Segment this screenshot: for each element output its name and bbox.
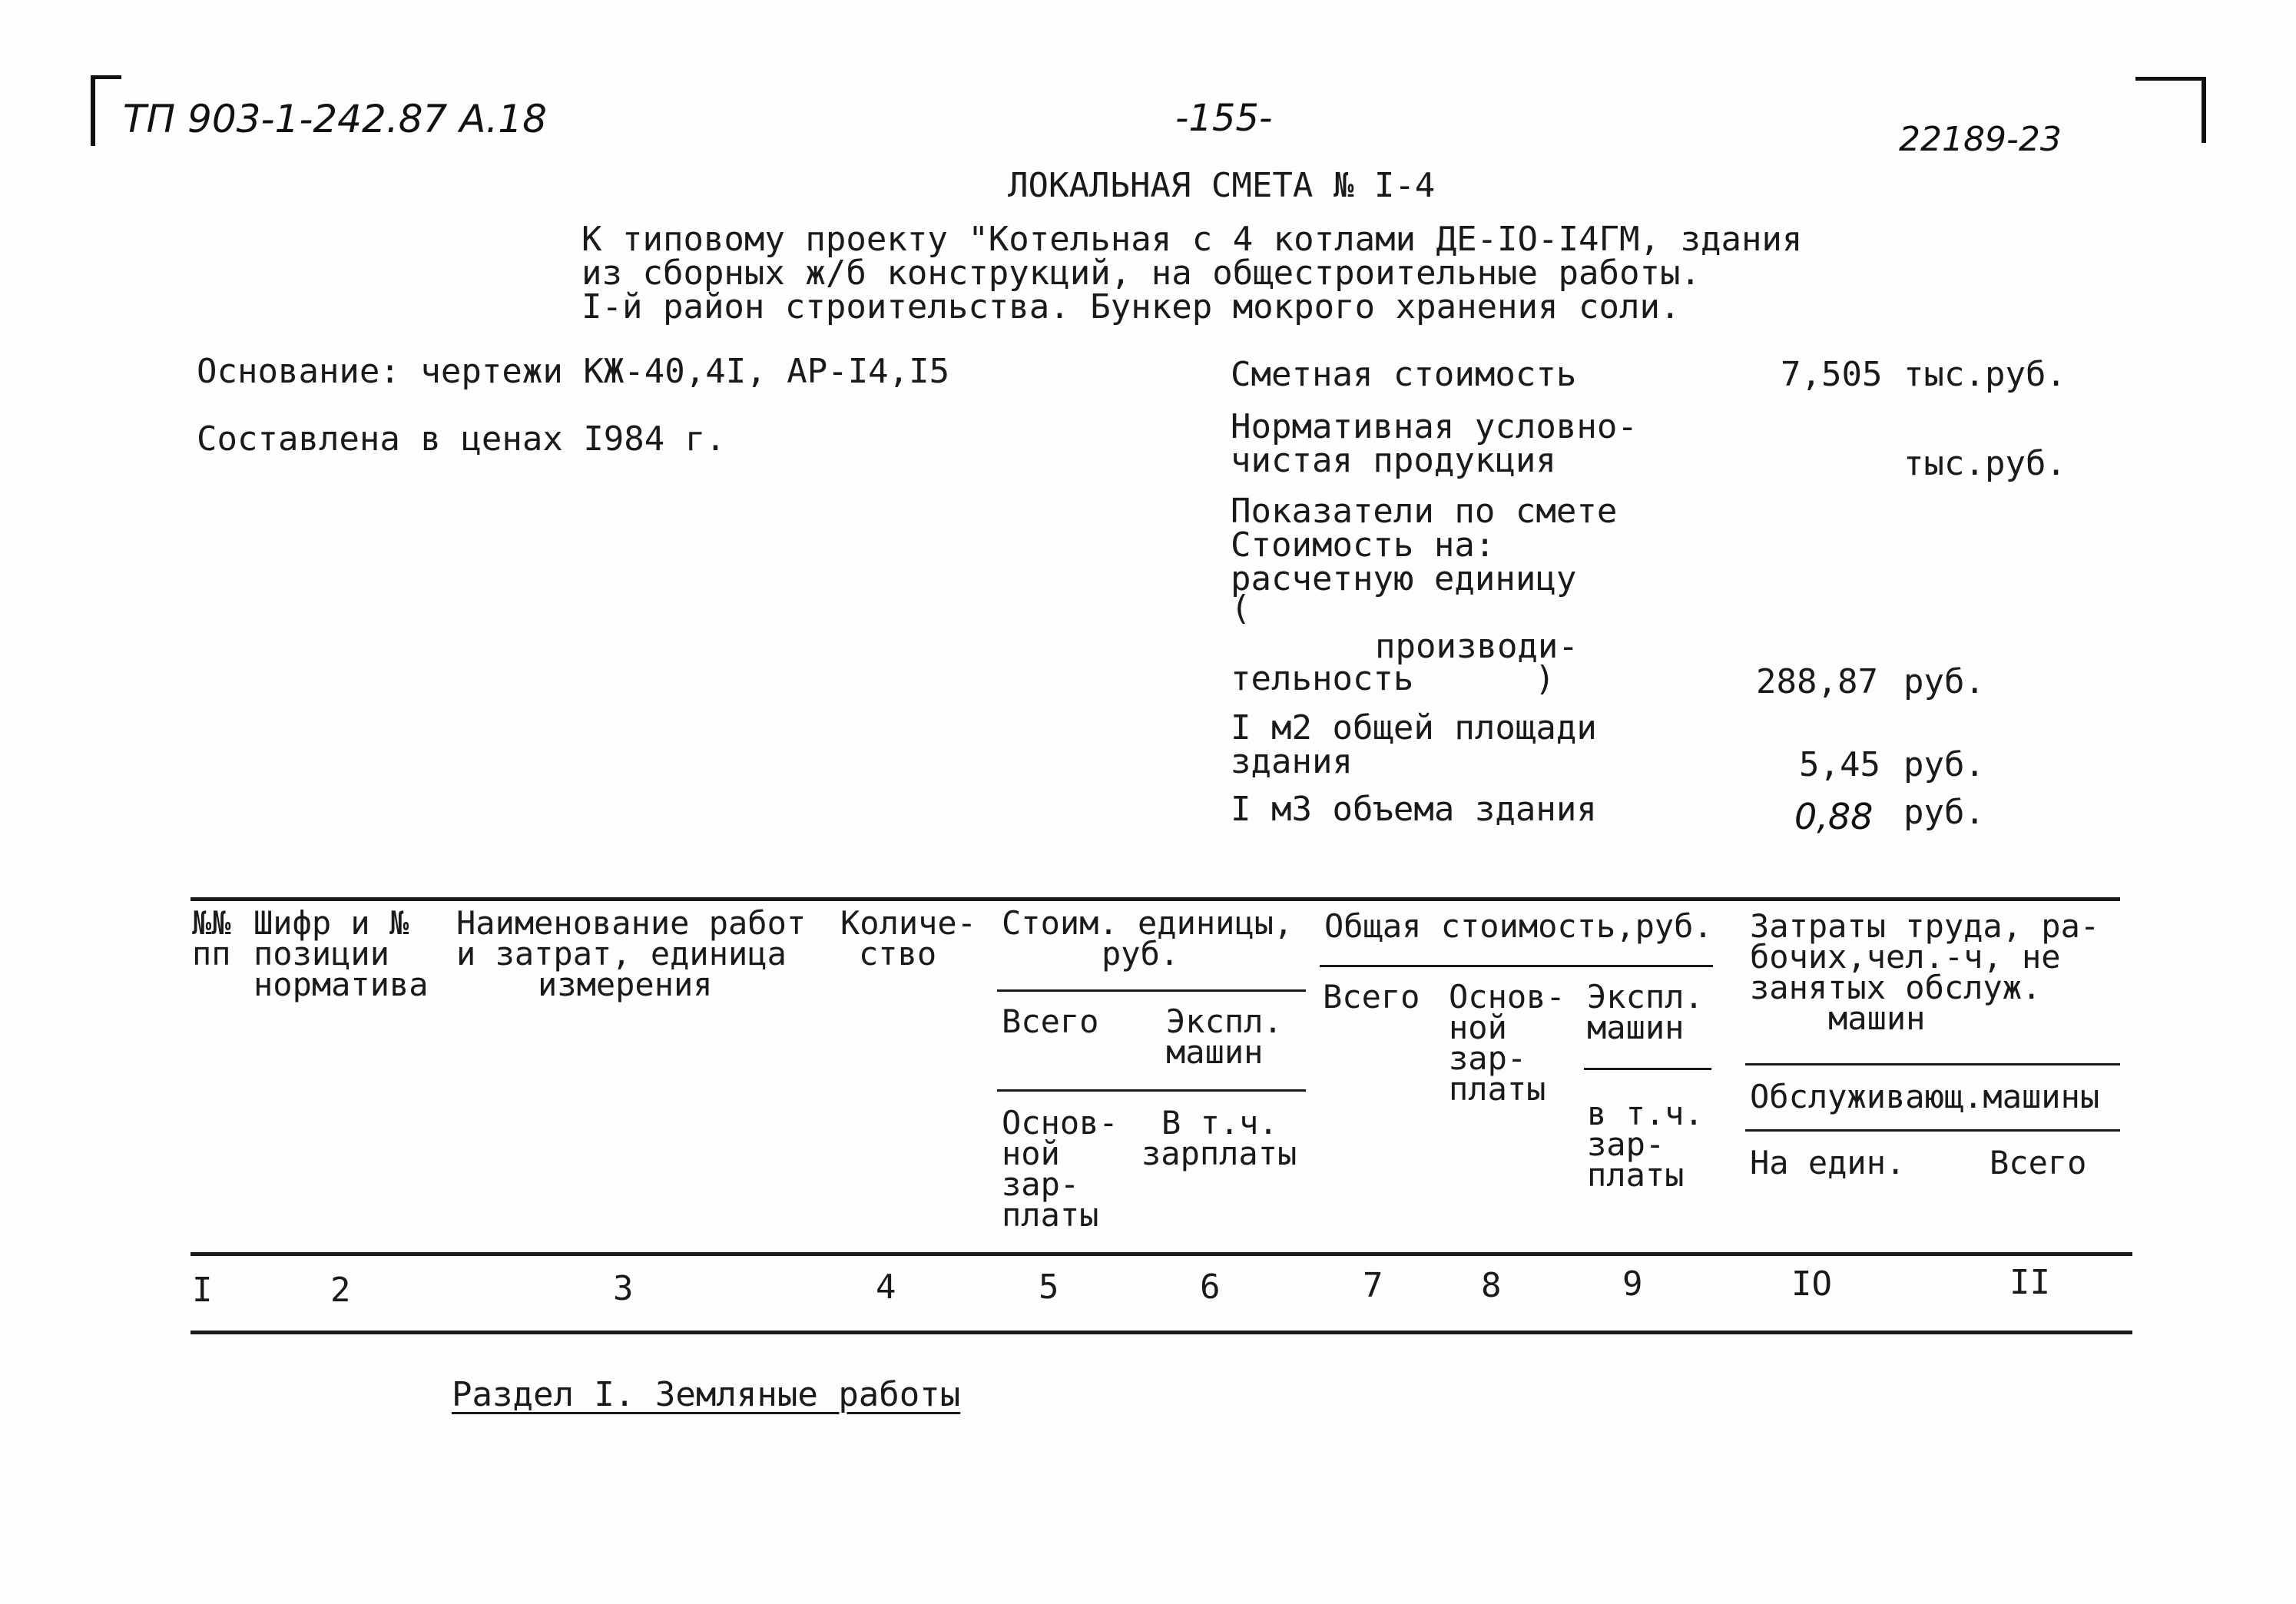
th-code-2: позиции [253, 935, 390, 973]
area-value: 5,45 [1799, 745, 1880, 784]
corner-mark-left-top [91, 75, 121, 79]
productivity-unit: руб. [1903, 662, 1985, 701]
rule-unit-sub [997, 1089, 1306, 1092]
th-total-incl-2: зар- [1587, 1125, 1665, 1163]
estimate-desc-line3: I-й район строительства. Бункер мокрого хранения соли. [581, 287, 1681, 326]
th-code-1: Шифр и № [253, 904, 409, 942]
th-code-3: норматива [253, 966, 429, 1003]
estimate-desc-line1: К типовому проекту "Котельная с 4 котлами ДЕ-IO-I4ГМ, здания [581, 220, 1803, 259]
table-top-rule [191, 897, 2120, 901]
indicators-line3: расчетную единицу [1231, 559, 1577, 598]
productivity-value: 288,87 [1756, 662, 1878, 701]
col-number-8: 8 [1481, 1266, 1502, 1305]
productivity-line1: производи- [1375, 627, 1579, 666]
doc-code: ТП 903-1-242.87 А.18 [123, 97, 547, 141]
section-title: Раздел I. Земляные работы [452, 1375, 961, 1414]
col-number-2: 2 [330, 1271, 351, 1310]
th-name-1: Наименование работ [456, 904, 807, 942]
col-number-11: II [2009, 1263, 2050, 1302]
basis-text: Основание: чертежи КЖ-40,4I, АР-I4,I5 [197, 352, 950, 391]
normative-label-1: Нормативная условно- [1231, 407, 1638, 446]
productivity-paren-close: ) [1535, 659, 1556, 698]
table-header-rule [191, 1252, 2132, 1256]
rule-labor [1745, 1063, 2120, 1065]
th-unit-base-3: зар- [1002, 1165, 1080, 1203]
th-unit-base-1: Основ- [1002, 1104, 1118, 1142]
th-qty-1: Количе- [840, 904, 977, 942]
th-total-all: Всего [1323, 978, 1420, 1016]
th-labor-2: бочих,чел.-ч, не [1750, 938, 2061, 976]
area-unit: руб. [1903, 745, 1985, 784]
indicators-line2: Стоимость на: [1231, 525, 1496, 565]
corner-mark-right [2202, 77, 2206, 143]
th-unit-base-2: ной [1002, 1135, 1060, 1172]
col-number-6: 6 [1200, 1268, 1221, 1307]
th-total-base-1: Основ- [1449, 978, 1565, 1016]
th-unit-base-4: платы [1002, 1196, 1099, 1234]
prices-text: Составлена в ценах I984 г. [197, 419, 726, 459]
th-total-base-2: ной [1449, 1009, 1507, 1046]
th-labor-3: занятых обслуж. [1750, 969, 2042, 1006]
col-number-9: 9 [1622, 1264, 1643, 1304]
normative-label-2: чистая продукция [1231, 441, 1556, 480]
col-number-1: I [192, 1271, 213, 1310]
th-unitcost-2: руб. [1102, 935, 1180, 973]
corner-mark-right-top [2135, 77, 2206, 81]
indicators-line1: Показатели по смете [1231, 492, 1618, 531]
estimated-cost-unit: тыс.руб. [1903, 355, 2066, 394]
th-name-3: измерения [538, 966, 713, 1003]
th-unit-incl-2: зарплаты [1141, 1135, 1297, 1172]
corner-mark-left [91, 75, 95, 146]
archive-number: 22189-23 [1899, 120, 2062, 159]
th-num-2: пп [192, 935, 231, 973]
volume-label: I м3 объема здания [1231, 790, 1597, 829]
volume-value: 0,88 [1794, 796, 1874, 837]
th-unit-mach-2: машин [1166, 1033, 1264, 1071]
normative-unit: тыс.руб. [1903, 444, 2066, 483]
th-serv: Обслуживающ.машины [1750, 1078, 2100, 1115]
col-number-5: 5 [1039, 1268, 1059, 1307]
estimated-cost-value: 7,505 [1781, 355, 1883, 394]
estimated-cost-label: Сметная стоимость [1231, 355, 1577, 394]
indicators-paren-open: ( [1231, 588, 1251, 628]
th-per-unit: На един. [1750, 1144, 1906, 1181]
table-numbers-rule [191, 1331, 2132, 1334]
area-label-1: I м2 общей площади [1231, 708, 1597, 747]
col-number-7: 7 [1363, 1266, 1383, 1305]
th-labor-4: машин [1828, 999, 1926, 1037]
estimate-desc-line2: из сборных ж/б конструкций, на общестроительные работы. [581, 254, 1701, 293]
rule-unitcost [997, 989, 1306, 992]
th-total-mach-2: машин [1587, 1009, 1685, 1046]
col-number-4: 4 [876, 1268, 896, 1307]
rule-mach-sub [1584, 1068, 1711, 1070]
th-total-base-3: зар- [1449, 1039, 1527, 1077]
th-qty-2: ство [859, 935, 937, 973]
th-total-incl-3: платы [1587, 1156, 1685, 1194]
th-num-1: №№ [192, 904, 231, 942]
productivity-line2: тельность [1231, 659, 1414, 698]
th-total-base-4: платы [1449, 1070, 1546, 1108]
th-unitcost-1: Стоим. единицы, [1002, 904, 1294, 942]
th-all: Всего [1990, 1144, 2087, 1181]
th-name-2: и затрат, единица [456, 935, 787, 973]
th-unit-total: Всего [1002, 1002, 1099, 1040]
th-total-mach-1: Экспл. [1587, 978, 1704, 1016]
th-unit-incl-1: В т.ч. [1161, 1104, 1278, 1142]
volume-unit: руб. [1903, 793, 1985, 832]
th-labor-1: Затраты труда, ра- [1750, 907, 2100, 945]
area-label-2: здания [1231, 742, 1353, 781]
rule-serv-sub [1745, 1129, 2120, 1132]
rule-totalcost [1320, 965, 1713, 967]
col-number-10: IO [1791, 1264, 1832, 1304]
estimate-heading: ЛОКАЛЬНАЯ СМЕТА № I-4 [1008, 166, 1436, 205]
page-number: -155- [1175, 97, 1273, 140]
col-number-3: 3 [613, 1269, 634, 1308]
th-unit-mach-1: Экспл. [1166, 1002, 1283, 1040]
th-total-incl-1: в т.ч. [1587, 1095, 1704, 1132]
th-total-cost: Общая стоимость,руб. [1324, 907, 1713, 945]
